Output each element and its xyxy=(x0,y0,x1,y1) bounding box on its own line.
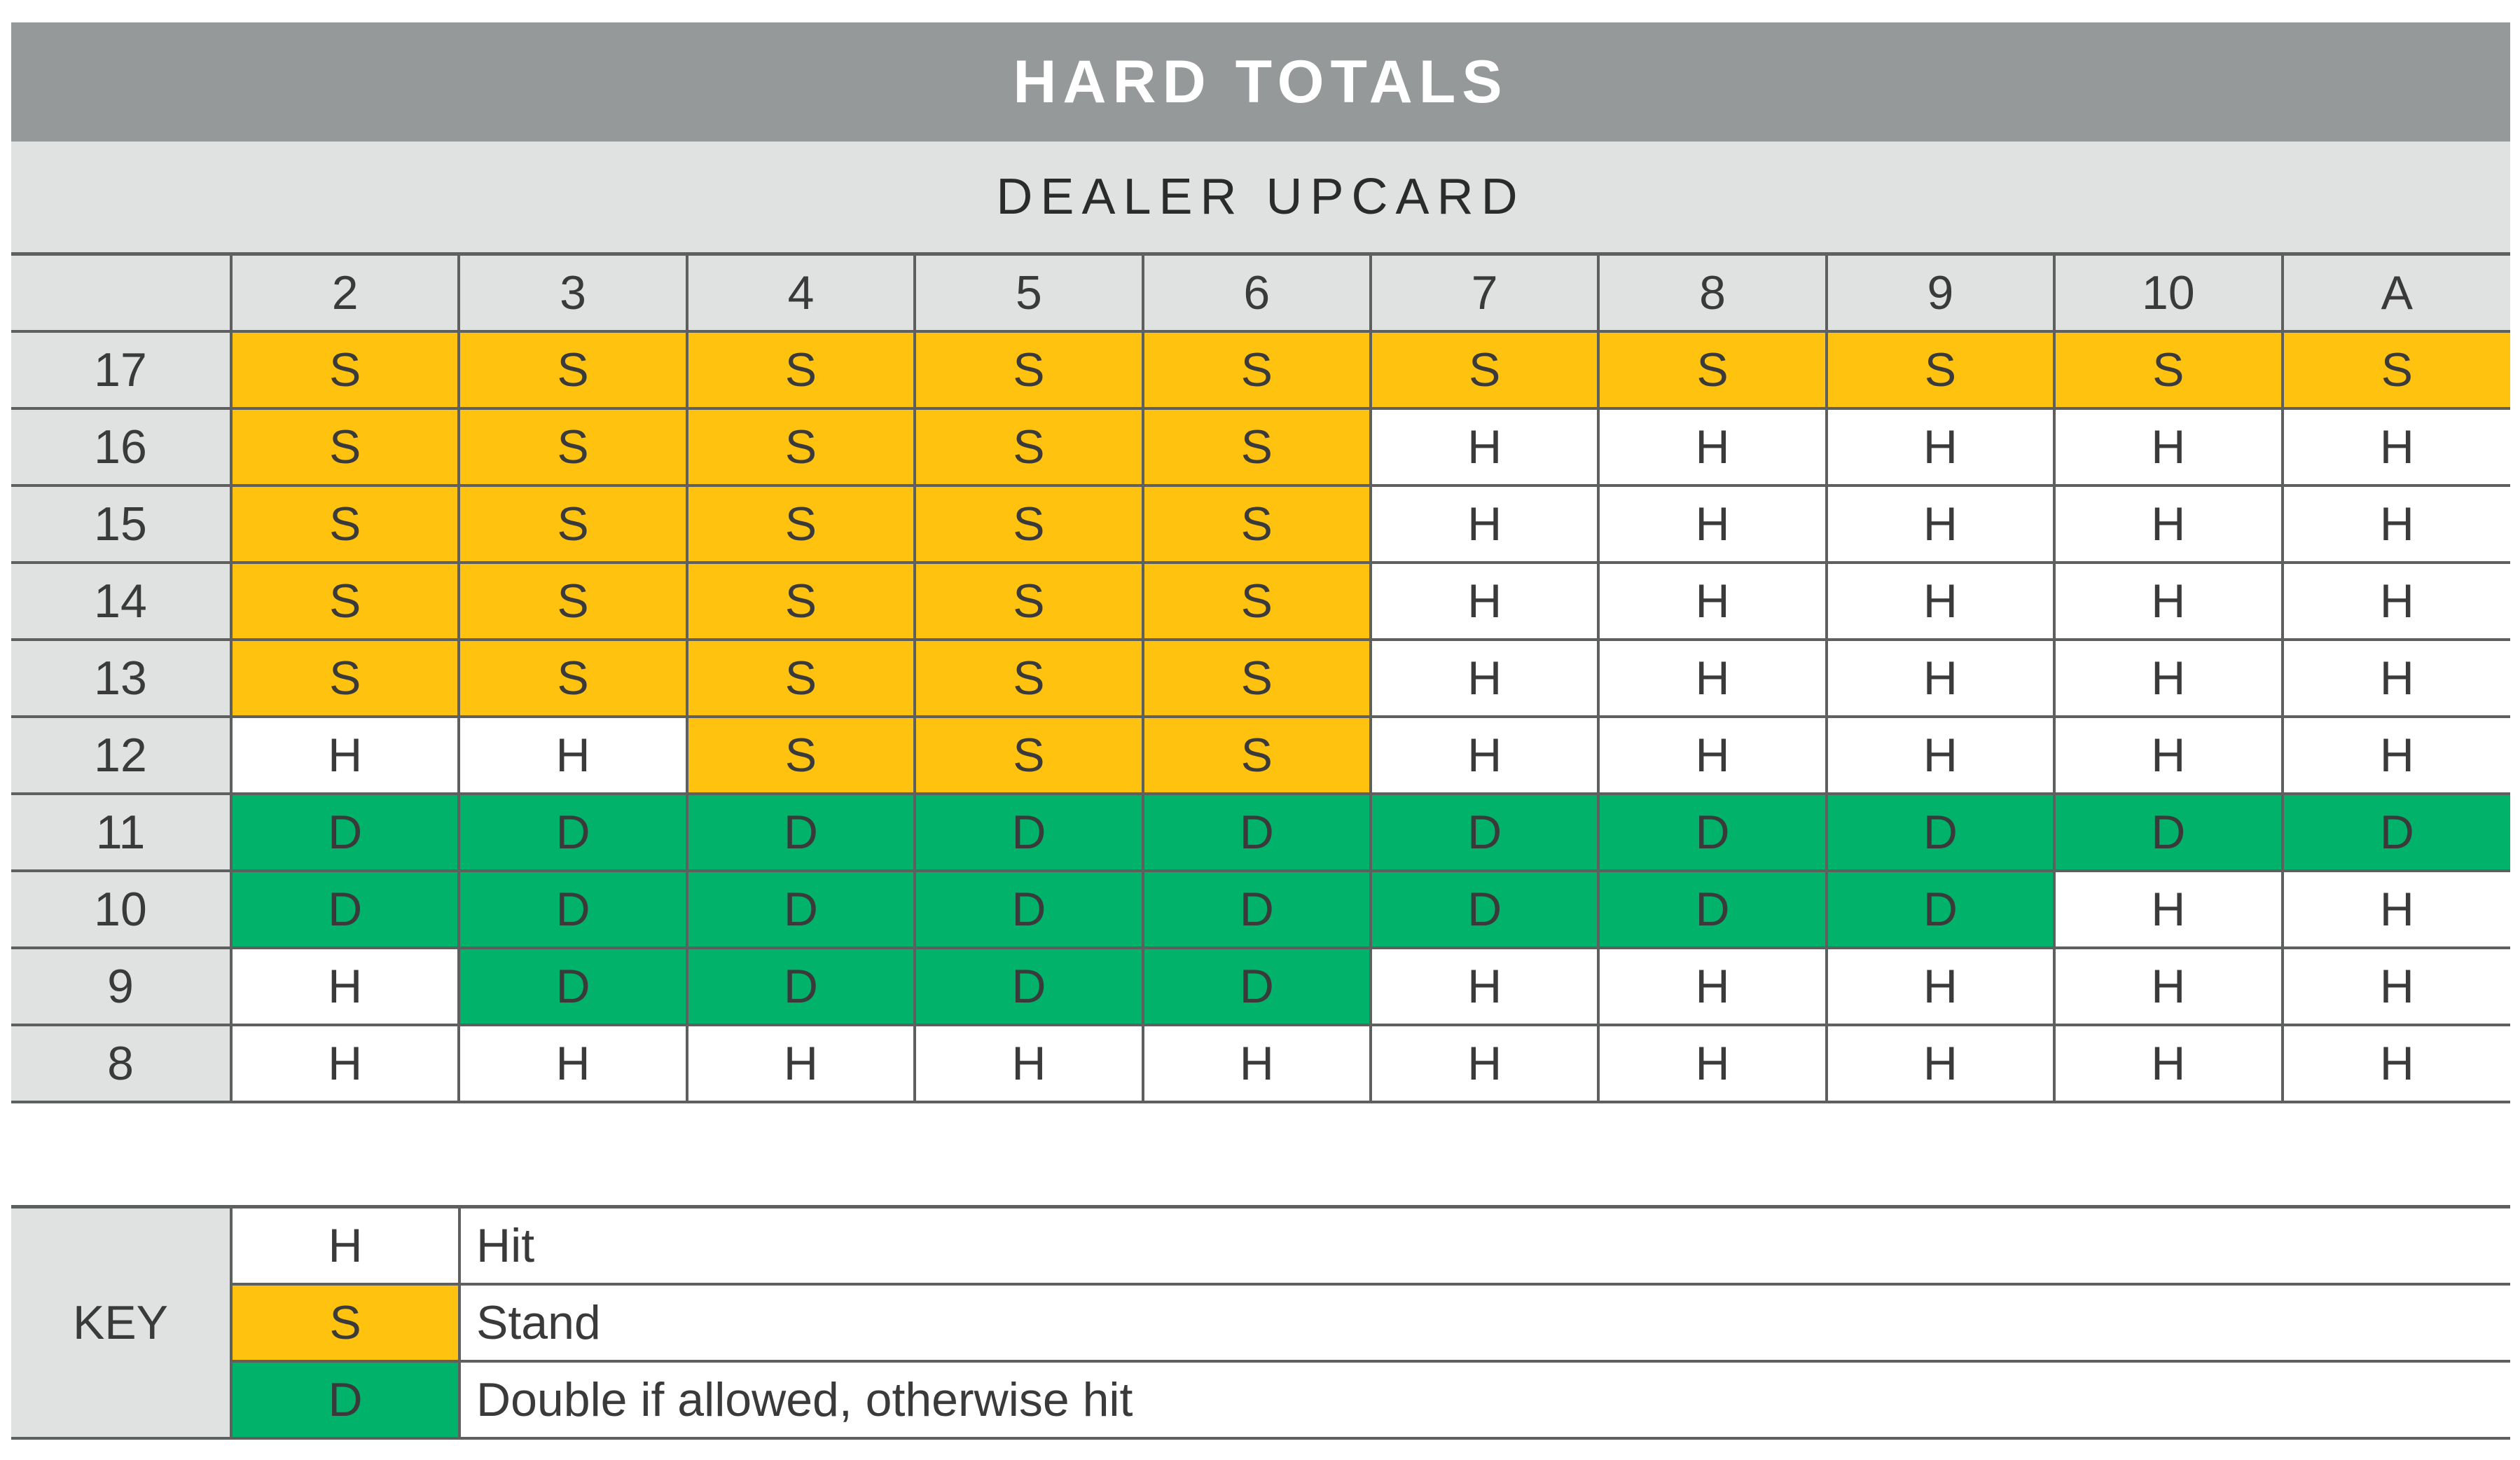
action-cell: S xyxy=(915,485,1142,563)
action-cell: S xyxy=(231,563,459,640)
action-cell: S xyxy=(459,408,686,485)
hand-total-label: 11 xyxy=(11,794,231,871)
table-row xyxy=(11,408,2510,485)
hand-total-label: 12 xyxy=(11,717,231,794)
action-cell: H xyxy=(231,1025,459,1102)
action-cell: H xyxy=(231,948,459,1025)
key-description: Stand xyxy=(459,1284,2510,1361)
action-cell: H xyxy=(2283,717,2510,794)
action-cell: D xyxy=(459,871,686,948)
strategy-table xyxy=(11,252,2510,1103)
key-row xyxy=(11,1284,2510,1361)
upcard-header-cell: 8 xyxy=(1598,254,1826,332)
dealer-upcard-label: DEALER UPCARD xyxy=(996,169,1525,225)
action-cell: S xyxy=(2054,331,2282,408)
hand-total-label: 13 xyxy=(11,640,231,717)
action-cell: H xyxy=(2054,640,2282,717)
action-cell: D xyxy=(231,794,459,871)
action-cell: H xyxy=(1598,717,1826,794)
action-cell: D xyxy=(459,948,686,1025)
action-cell: H xyxy=(1371,948,1598,1025)
upcard-header-cell: A xyxy=(2283,254,2510,332)
action-cell: D xyxy=(687,794,915,871)
action-cell: D xyxy=(915,794,1142,871)
upcard-header-cell: 9 xyxy=(1827,254,2054,332)
action-cell: H xyxy=(1827,563,2054,640)
hand-total-label: 9 xyxy=(11,948,231,1025)
action-cell: D xyxy=(2283,794,2510,871)
key-code-swatch: S xyxy=(231,1284,459,1361)
action-cell: H xyxy=(1827,640,2054,717)
action-cell: S xyxy=(915,331,1142,408)
action-cell: S xyxy=(1143,331,1371,408)
key-description: Hit xyxy=(459,1207,2510,1285)
action-cell: D xyxy=(1827,871,2054,948)
action-cell: D xyxy=(1143,871,1371,948)
hand-total-label: 15 xyxy=(11,485,231,563)
action-cell: H xyxy=(459,1025,686,1102)
action-cell: H xyxy=(2283,563,2510,640)
hand-total-label: 10 xyxy=(11,871,231,948)
action-cell: H xyxy=(231,717,459,794)
action-cell: H xyxy=(687,1025,915,1102)
action-cell: H xyxy=(2054,563,2282,640)
action-cell: H xyxy=(2054,717,2282,794)
action-cell: D xyxy=(1827,794,2054,871)
action-cell: H xyxy=(2054,485,2282,563)
action-cell: H xyxy=(1598,948,1826,1025)
action-cell: H xyxy=(2283,485,2510,563)
action-cell: S xyxy=(1598,331,1826,408)
upcard-header-cell: 5 xyxy=(915,254,1142,332)
action-cell: D xyxy=(2054,794,2282,871)
action-cell: S xyxy=(687,717,915,794)
action-cell: H xyxy=(1598,485,1826,563)
action-cell: S xyxy=(915,563,1142,640)
upcard-header-cell: 7 xyxy=(1371,254,1598,332)
action-cell: H xyxy=(1371,640,1598,717)
action-cell: H xyxy=(1827,485,2054,563)
action-cell: S xyxy=(459,485,686,563)
table-row xyxy=(11,331,2510,408)
action-cell: S xyxy=(1143,640,1371,717)
action-cell: H xyxy=(2283,948,2510,1025)
action-cell: S xyxy=(1371,331,1598,408)
action-cell: S xyxy=(459,563,686,640)
action-cell: H xyxy=(2283,408,2510,485)
table-row xyxy=(11,563,2510,640)
action-cell: S xyxy=(231,408,459,485)
key-code-swatch: H xyxy=(231,1207,459,1285)
upcard-header-cell: 3 xyxy=(459,254,686,332)
action-cell: S xyxy=(231,640,459,717)
key-table xyxy=(11,1205,2510,1440)
action-cell: D xyxy=(231,871,459,948)
action-cell: S xyxy=(915,717,1142,794)
action-cell: H xyxy=(2054,948,2282,1025)
table-row xyxy=(11,717,2510,794)
action-cell: S xyxy=(1143,717,1371,794)
key-code-swatch: D xyxy=(231,1361,459,1438)
action-cell: D xyxy=(1598,794,1826,871)
action-cell: H xyxy=(2054,871,2282,948)
hand-total-label: 16 xyxy=(11,408,231,485)
table-row xyxy=(11,871,2510,948)
action-cell: S xyxy=(1143,408,1371,485)
action-cell: S xyxy=(687,485,915,563)
action-cell: S xyxy=(687,408,915,485)
action-cell: H xyxy=(2283,640,2510,717)
action-cell: D xyxy=(915,871,1142,948)
upcard-header-cell: 2 xyxy=(231,254,459,332)
action-cell: H xyxy=(1827,408,2054,485)
table-row xyxy=(11,948,2510,1025)
action-cell: H xyxy=(1598,640,1826,717)
upcard-header-cell: 10 xyxy=(2054,254,2282,332)
action-cell: S xyxy=(687,563,915,640)
action-cell: S xyxy=(687,331,915,408)
action-cell: D xyxy=(915,948,1142,1025)
action-cell: H xyxy=(1598,408,1826,485)
upcard-header-cell: 6 xyxy=(1143,254,1371,332)
action-cell: S xyxy=(459,331,686,408)
upcard-header-row xyxy=(11,254,2510,332)
action-cell: S xyxy=(231,485,459,563)
action-cell: S xyxy=(1143,563,1371,640)
key-row xyxy=(11,1207,2510,1285)
key-row xyxy=(11,1361,2510,1438)
action-cell: H xyxy=(915,1025,1142,1102)
corner-cell xyxy=(11,254,231,332)
action-cell: S xyxy=(915,408,1142,485)
action-cell: H xyxy=(1827,717,2054,794)
action-cell: H xyxy=(2054,408,2282,485)
dealer-upcard-bar xyxy=(11,142,2510,252)
action-cell: D xyxy=(687,871,915,948)
action-cell: H xyxy=(1598,1025,1826,1102)
action-cell: H xyxy=(1371,717,1598,794)
action-cell: H xyxy=(1371,1025,1598,1102)
table-row xyxy=(11,640,2510,717)
hand-total-label: 8 xyxy=(11,1025,231,1102)
key-description: Double if allowed, otherwise hit xyxy=(459,1361,2510,1438)
action-cell: H xyxy=(459,717,686,794)
action-cell: H xyxy=(1371,485,1598,563)
action-cell: D xyxy=(1143,948,1371,1025)
action-cell: H xyxy=(1827,1025,2054,1102)
action-cell: D xyxy=(687,948,915,1025)
action-cell: S xyxy=(2283,331,2510,408)
hand-total-label: 14 xyxy=(11,563,231,640)
action-cell: D xyxy=(1598,871,1826,948)
action-cell: D xyxy=(1143,794,1371,871)
title-bar xyxy=(11,22,2510,142)
action-cell: S xyxy=(687,640,915,717)
action-cell: H xyxy=(1598,563,1826,640)
action-cell: S xyxy=(915,640,1142,717)
key-label: KEY xyxy=(11,1207,231,1439)
table-row xyxy=(11,794,2510,871)
hand-total-label: 17 xyxy=(11,331,231,408)
action-cell: D xyxy=(1371,871,1598,948)
action-cell: S xyxy=(231,331,459,408)
action-cell: H xyxy=(1827,948,2054,1025)
action-cell: H xyxy=(2054,1025,2282,1102)
action-cell: H xyxy=(2283,1025,2510,1102)
action-cell: S xyxy=(1143,485,1371,563)
upcard-header-cell: 4 xyxy=(687,254,915,332)
chart-title: HARD TOTALS xyxy=(1013,48,1509,116)
table-row xyxy=(11,485,2510,563)
table-row xyxy=(11,1025,2510,1102)
action-cell: D xyxy=(459,794,686,871)
action-cell: H xyxy=(1143,1025,1371,1102)
action-cell: S xyxy=(1827,331,2054,408)
action-cell: H xyxy=(1371,563,1598,640)
action-cell: H xyxy=(1371,408,1598,485)
action-cell: D xyxy=(1371,794,1598,871)
action-cell: S xyxy=(459,640,686,717)
action-cell: H xyxy=(2283,871,2510,948)
